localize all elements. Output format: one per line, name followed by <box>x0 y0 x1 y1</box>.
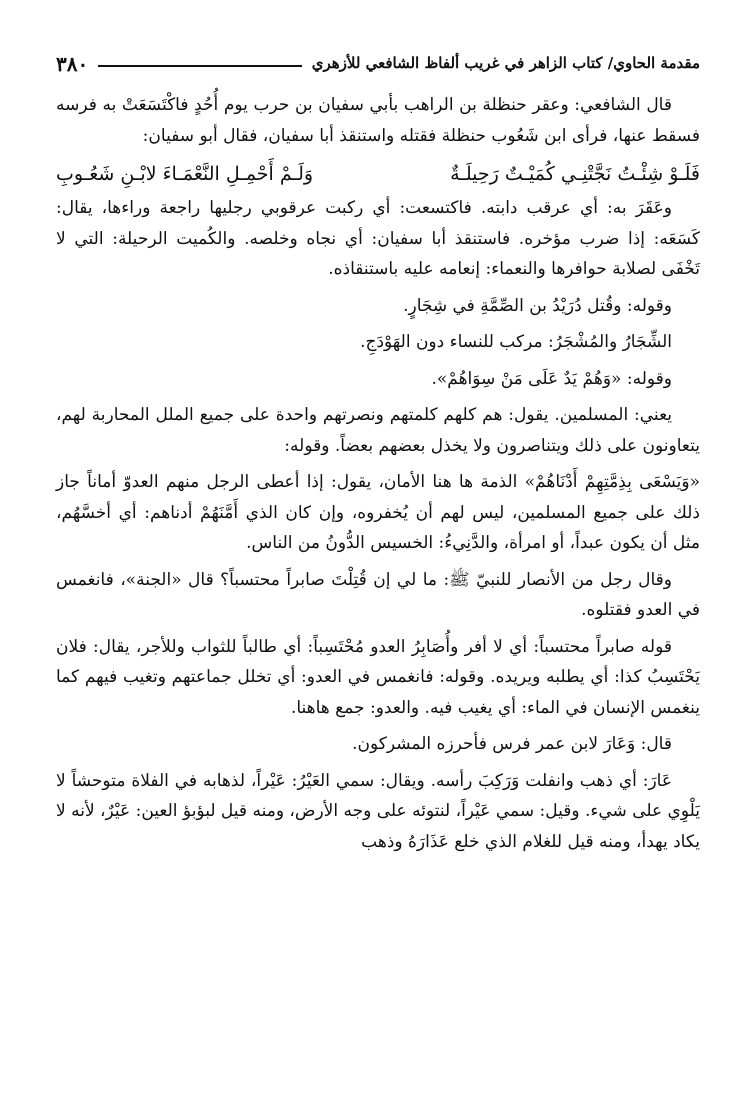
poetry-verse <box>56 157 700 191</box>
paragraph-9: قوله صابراً محتسباً: أي لا أفر وأُصَابِرُ العدو مُحْتَسِباً: أي طالباً للثواب وللأجر، يقال: فلان يَحْتَسِبُ كذا: أي يطلبه ويريده. وقوله: فانغمس في العدو: أي تخلل جماعتهم وتغيب فيهم كما ينغمس الإنسان في الماء: أي يغيب فيه. والعدو: جمع هاهنا. <box>56 636 700 718</box>
header-title: مقدمة الحاوي/ كتاب الزاهر في غريب ألفاظ الشافعي للأزهري <box>311 54 700 72</box>
paragraph-3: وقوله: وقُتل دُرَيْدُ بن الصِّمَّةِ في شِجَارٍ. <box>403 295 672 316</box>
running-header <box>56 48 700 76</box>
paragraph-11: عَارَ: أي ذهب وانفلت وَرَكِبَ رأسه. ويقال: سمي العَيْرُ: عَيْراً، لذهابه في الفلاة متوحشاً لا يَلْوِي على شيء. وقيل: سمي عَيْراً، لنتوئه على وجه الأرض، ومنه قيل لبؤبؤ العين: عَيْرٌ، لأنه لا يكاد يهدأ، ومنه قيل للغلام الذي خلع عَذَارَهُ وذهب <box>56 770 700 852</box>
paragraph-1: قال الشافعي: وعقر حنظلة بن الراهب بأبي سفيان بن حرب يوم أُحُدٍ فاكْتَسَعَتْ به فرسه فسقط عنها، فرأى ابن شَعُوب حنظلة فقتله واستنقذ أبا سفيان، فقال أبو سفيان: <box>56 95 700 146</box>
paragraph-2: وعَقَرَ به: أي عرقب دابته. فاكتسعت: أي ركبت عرقوبي رجليها راجعة وراءها، يقال: كَسَعَه: إذا ضرب مؤخره. فاستنقذ أبا سفيان: أي نجاه وخلصه. والكُميت الرحيلة: التي لا تَخْفَى لصلابة حوافرها والنعماء: إنعامه عليه باستنقاذه. <box>56 198 700 279</box>
paragraph-7: «وَيَسْعَى بِذِمَّتِهِمْ أَدْنَاهُمْ» الذمة ها هنا الأمان، يقول: إذا أعطى الرجل منهم العدوّ أماناً جاز ذلك على جميع المسلمين، ليس لهم أن يُخفروه، وإن كان الذي أَمَّنَهُمْ أدناهم: أي أخسَّهُم، مثل أن يكون عبداً، أو امرأة، والدَّنِيءُ: الخسيس الدُّونُ من الناس. <box>56 472 700 553</box>
paragraph-5: وقوله: «وَهُمْ يَدٌ عَلَى مَنْ سِوَاهُمْ». <box>431 368 672 389</box>
header-rule <box>98 65 301 67</box>
paragraph-4: الشِّجَارُ والمُشْجَرُ: مركب للنساء دون الهَوْدَجِ. <box>360 332 672 352</box>
paragraph-6: يعني: المسلمين. يقول: هم كلهم كلمتهم ونصرتهم واحدة على جميع الملل المحاربة لهم، يتعاونون على ذلك ويتناصرون ولا يخذل بعضهم بعضاً. وقوله: <box>56 405 700 456</box>
paragraph-8: وقال رجل من الأنصار للنبيّ ﷺ: ما لي إن قُتِلْتَ صابراً محتسباً؟ قال «الجنة»، فانغمس في العدو فقتلوه. <box>56 569 700 620</box>
verse-first-hemistich: فَلَـوْ شِئْـتُ نَجَّتْنِـي كُمَيْـتٌ رَحِيلَـةٌ <box>450 163 700 185</box>
paragraph-10: قال: وَعَارَ لابن عمر فرس فأحرزه المشركون. <box>352 734 672 754</box>
book-page <box>56 48 700 1084</box>
verse-second-hemistich: وَلَـمْ أَحْمِـلِ النَّعْمَـاءَ لابْـنِ شَعُـوبِ <box>56 163 314 185</box>
page-number: ٣٨٠ <box>56 52 89 76</box>
